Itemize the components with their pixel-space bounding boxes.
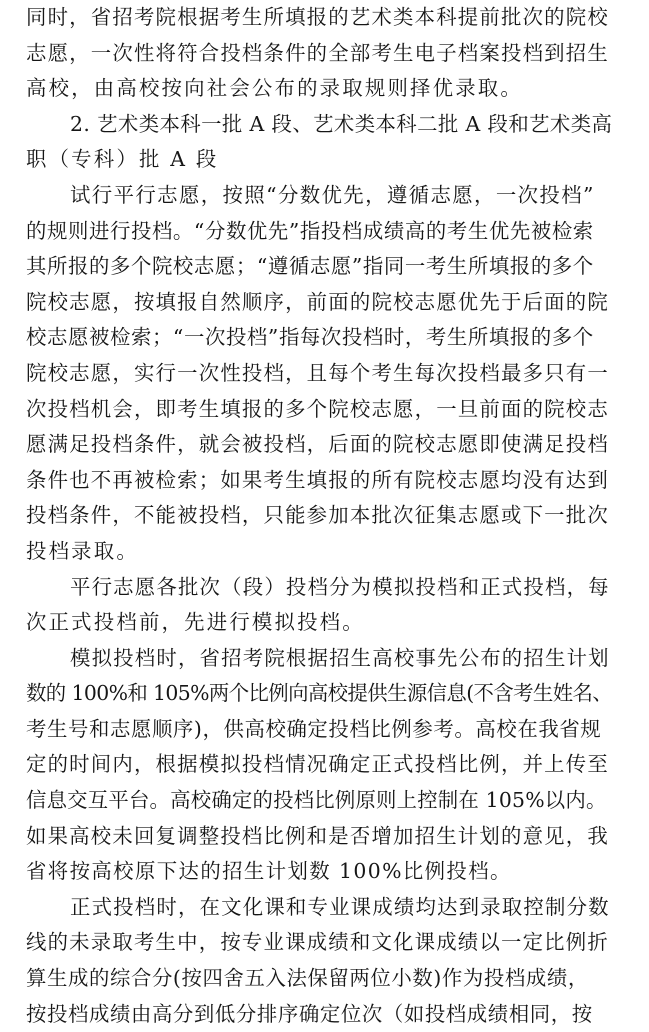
paragraph-start: 试行平行志愿，按照“分数优先，遵循志愿，一次投档” (70, 182, 595, 207)
document-page (26, 0, 612, 1032)
text-line: 省将按高校原下达的招生计划数 100%比例投档。 (26, 859, 512, 884)
text-line: 院校志愿，按填报自然顺序，前面的院校志愿优先于后面的院 (26, 289, 609, 314)
paragraph-start: 正式投档时，在文化课和专业课成绩均达到录取控制分数 (70, 894, 610, 919)
text-line: 投档条件，不能被投档，只能参加本批次征集志愿或下一批次 (26, 503, 609, 528)
text-line: 数的 100%和 105%两个比例向高校提供生源信息(不含考生姓名、 (26, 681, 613, 706)
text-line: 愿满足投档条件，就会被投档，后面的院校志愿即使满足投档 (26, 432, 609, 457)
text-line: 投档录取。 (26, 538, 139, 563)
text-line: 院校志愿，实行一次性投档，且每个考生每次投档最多只有一 (26, 360, 609, 385)
paragraph-start: 模拟投档时，省招考院根据招生高校事先公布的招生计划 (70, 645, 610, 670)
section-heading: 2. 艺术类本科一批 A 段、艺术类本科二批 A 段和艺术类高 (70, 111, 613, 136)
text-line: 的规则进行投档。“分数优先”指投档成绩高的考生优先被检索 (26, 218, 594, 243)
text-line: 按投档成绩由高分到低分排序确定位次（如投档成绩相同，按 (26, 1001, 593, 1026)
text-line: 次正式投档前，先进行模拟投档。 (26, 610, 365, 635)
section-heading: 职（专科）批 A 段 (26, 147, 219, 172)
text-line: 同时，省招考院根据考生所填报的艺术类本科提前批次的院校 (26, 5, 609, 29)
text-line: 如果高校未回复调整投档比例和是否增加招生计划的意见，我 (26, 823, 609, 848)
text-line: 算生成的综合分(按四舍五入法保留两位小数)作为投档成绩， (26, 966, 589, 991)
paragraph-start: 平行志愿各批次（段）投档分为模拟投档和正式投档，每 (70, 574, 610, 599)
text-line: 信息交互平台。高校确定的投档比例原则上控制在 105%以内。 (26, 788, 607, 813)
text-line: 志愿，一次性将符合投档条件的全部考生电子档案投档到招生 (26, 40, 609, 65)
text-line: 其所报的多个院校志愿；“遵循志愿”指同一考生所填报的多个 (26, 254, 594, 279)
text-line: 校志愿被检索；“一次投档”指每次投档时，考生所填报的多个 (26, 325, 594, 350)
text-line: 高校，由高校按向社会公布的录取规则择优录取。 (26, 76, 523, 101)
text-line: 定的时间内，根据模拟投档情况确定正式投档比例，并上传至 (26, 752, 609, 777)
text-line: 考生号和志愿顺序)，供高校确定投档比例参考。高校在我省规 (26, 716, 602, 741)
text-line: 次投档机会，即考生填报的多个院校志愿，一旦前面的院校志 (26, 396, 609, 421)
text-line: 线的未录取考生中，按专业课成绩和文化课成绩以一定比例折 (26, 930, 609, 955)
text-line: 条件也不再被检索；如果考生填报的所有院校志愿均没有达到 (26, 467, 609, 492)
